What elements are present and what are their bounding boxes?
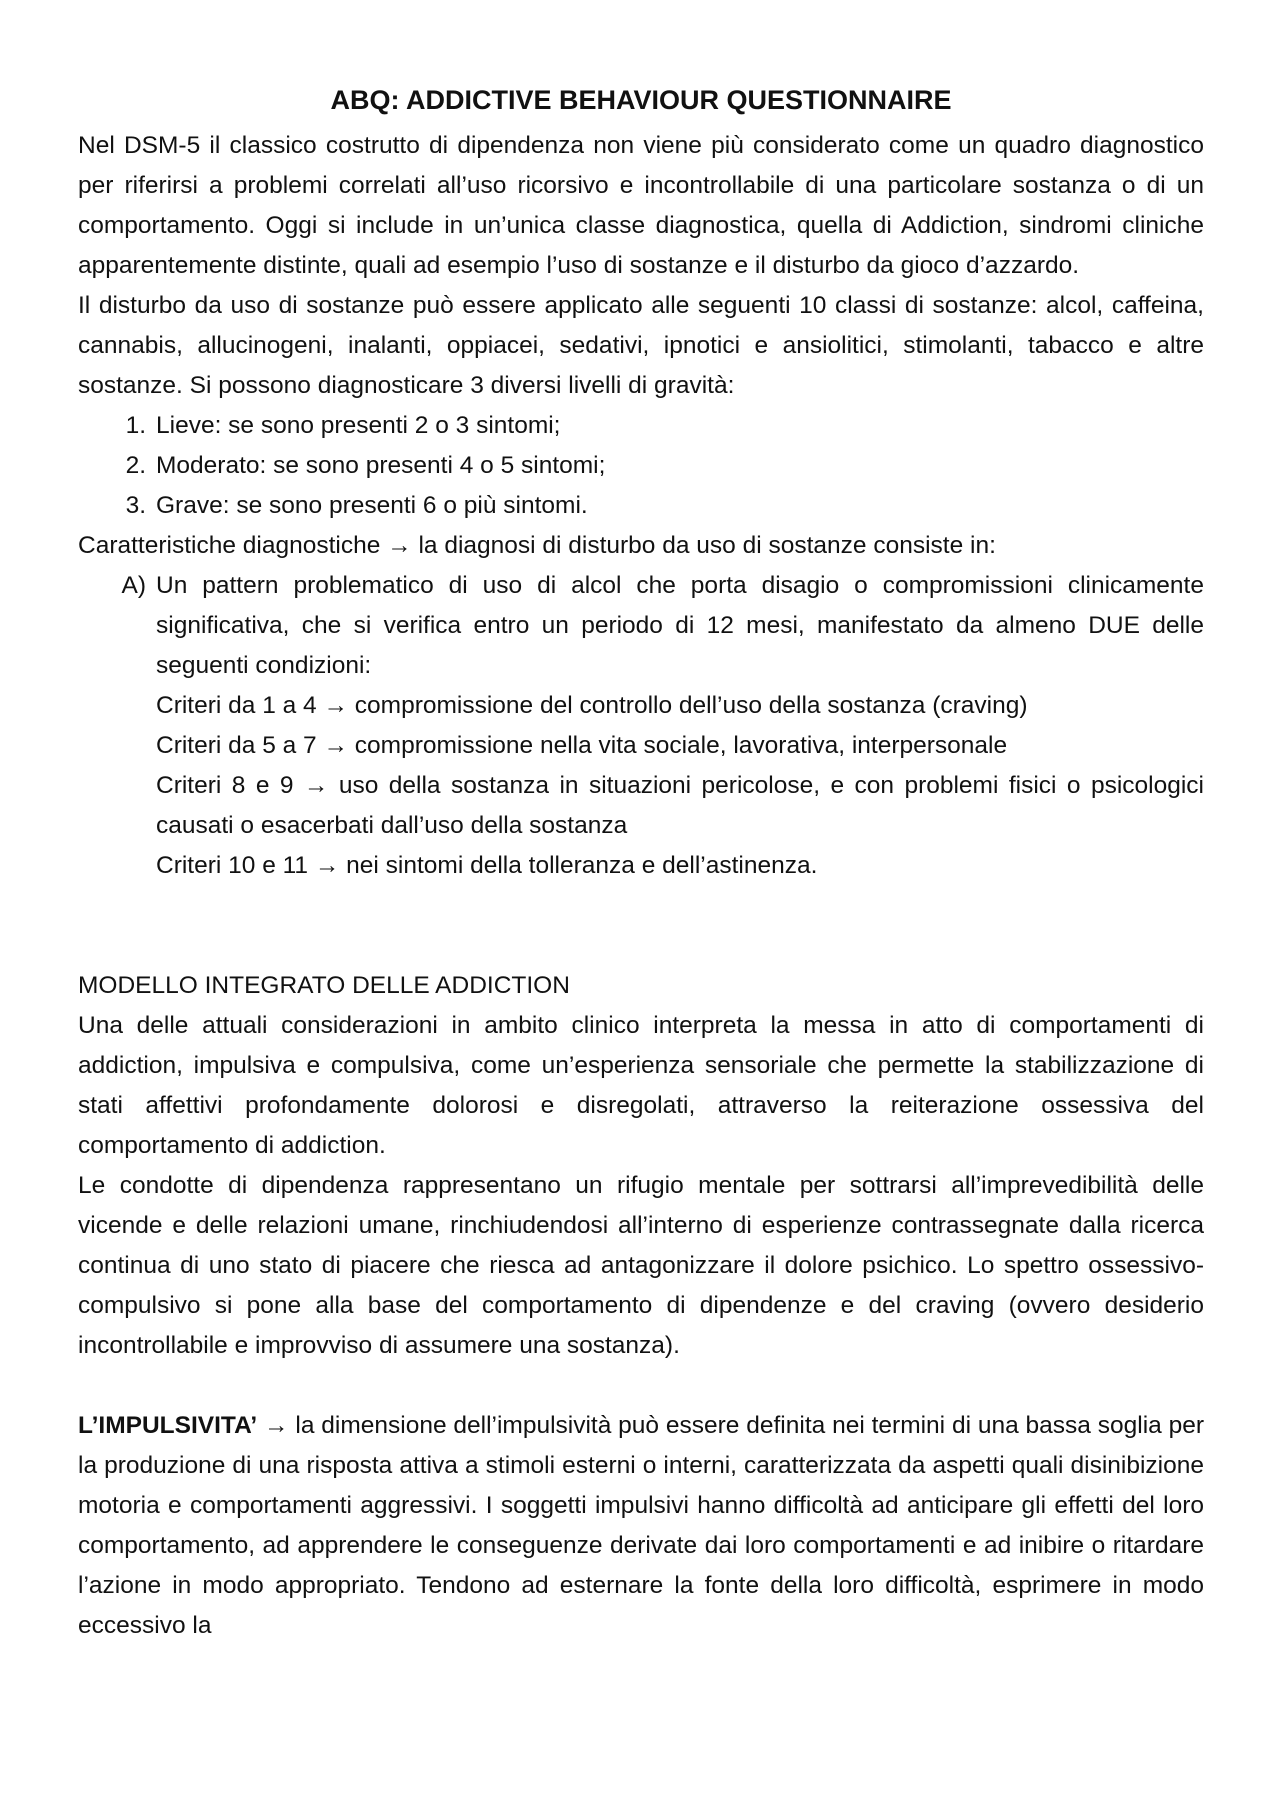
level-item bbox=[78, 406, 1204, 446]
criterion-a-item bbox=[78, 566, 1204, 686]
criteria-line: Criteri da 1 a 4 → compromissione del controllo dell’uso della sostanza (craving) bbox=[156, 692, 1028, 719]
list-marker: 2. bbox=[125, 452, 146, 479]
criteria-line: Criteri 8 e 9 → uso della sostanza in situazioni pericolose, e con problemi fisici o psicologici causati o esacerbati dall’uso della sostanza bbox=[156, 772, 1204, 839]
blank-space bbox=[78, 886, 1204, 966]
list-text: Lieve: se sono presenti 2 o 3 sintomi; bbox=[156, 412, 561, 439]
list-text: Grave: se sono presenti 6 o più sintomi. bbox=[156, 492, 588, 519]
classes-paragraph: Il disturbo da uso di sostanze può essere applicato alle seguenti 10 classi di sostanze: alcol, caffeina, cannabis, allucinogeni, inalanti, oppiacei, sedativi, ipnotici e ansiolitici, stimolanti, tabacco e altre sostanze. Si possono diagnosticare 3 diversi livelli di gravità: bbox=[78, 292, 1204, 399]
impulsivity-label: L’IMPULSIVITA’ bbox=[78, 1412, 258, 1439]
list-marker: 3. bbox=[125, 492, 146, 519]
impulsivity-paragraph bbox=[78, 1406, 1204, 1646]
blank-space bbox=[78, 1366, 1204, 1406]
criterion-a-text: Un pattern problematico di uso di alcol che porta disagio o compromissioni clinicamente significativa, che si verifica entro un periodo di 12 mesi, manifestato da almeno DUE delle seguenti condizioni: bbox=[156, 572, 1204, 679]
model-paragraph-1: Una delle attuali considerazioni in ambito clinico interpreta la messa in atto di comportamenti di addiction, impulsiva e compulsiva, come un’esperienza sensoriale che permette la stabilizzazione di stati affettivi profondamente dolorosi e disregolati, attraverso la reiterazione ossessiva del comportamento di addiction. bbox=[78, 1012, 1204, 1159]
intro-paragraph: Nel DSM-5 il classico costrutto di dipendenza non viene più considerato come un quadro diagnostico per riferirsi a problemi correlati all’uso ricorsivo e incontrollabile di una particolare sostanza o di un comportamento. Oggi si include in un’unica classe diagnostica, quella di Addiction, sindromi cliniche apparentemente distinte, quali ad esempio l’uso di sostanze e il disturbo da gioco d’azzardo. bbox=[78, 132, 1204, 279]
list-marker: 1. bbox=[125, 412, 146, 439]
diagnostic-heading: Caratteristiche diagnostiche → la diagnosi di disturbo da uso di sostanze consiste in: bbox=[78, 532, 996, 559]
list-text: Moderato: se sono presenti 4 o 5 sintomi; bbox=[156, 452, 606, 479]
criteria-line: Criteri 10 e 11 → nei sintomi della tolleranza e dell’astinenza. bbox=[156, 852, 818, 879]
model-paragraph-2: Le condotte di dipendenza rappresentano un rifugio mentale per sottrarsi all’imprevedibilità delle vicende e delle relazioni umane, rinchiudendosi all’interno di esperienze contrassegnate dalla ricerca continua di uno stato di piacere che riesca ad antagonizzare il dolore psichico. Lo spettro ossessivo-compulsivo si pone alla base del comportamento di dipendenze e del craving (ovvero desiderio incontrollabile e improvviso di assumere una sostanza). bbox=[78, 1172, 1204, 1359]
criteria-line: Criteri da 5 a 7 → compromissione nella vita sociale, lavorativa, interpersonale bbox=[156, 732, 1008, 759]
level-item bbox=[78, 486, 1204, 526]
list-marker: A) bbox=[121, 572, 146, 599]
impulsivity-text: → la dimensione dell’impulsività può essere definita nei termini di una bassa soglia per la produzione di una risposta attiva a stimoli esterni o interni, caratterizzata da aspetti quali disinibizione motoria e comportamenti aggressivi. I soggetti impulsivi hanno difficoltà ad anticipare gli effetti del loro comportamento, ad apprendere le conseguenze derivate dai loro comportamenti e ad inibire o ritardare l’azione in modo appropriato. Tendono ad esternare la fonte della loro difficoltà, esprimere in modo eccessivo la bbox=[78, 1412, 1204, 1639]
level-item bbox=[78, 446, 1204, 486]
document-title: ABQ: ADDICTIVE BEHAVIOUR QUESTIONNAIRE bbox=[330, 85, 952, 115]
document-page bbox=[78, 80, 1204, 1646]
model-heading: MODELLO INTEGRATO DELLE ADDICTION bbox=[78, 972, 570, 999]
